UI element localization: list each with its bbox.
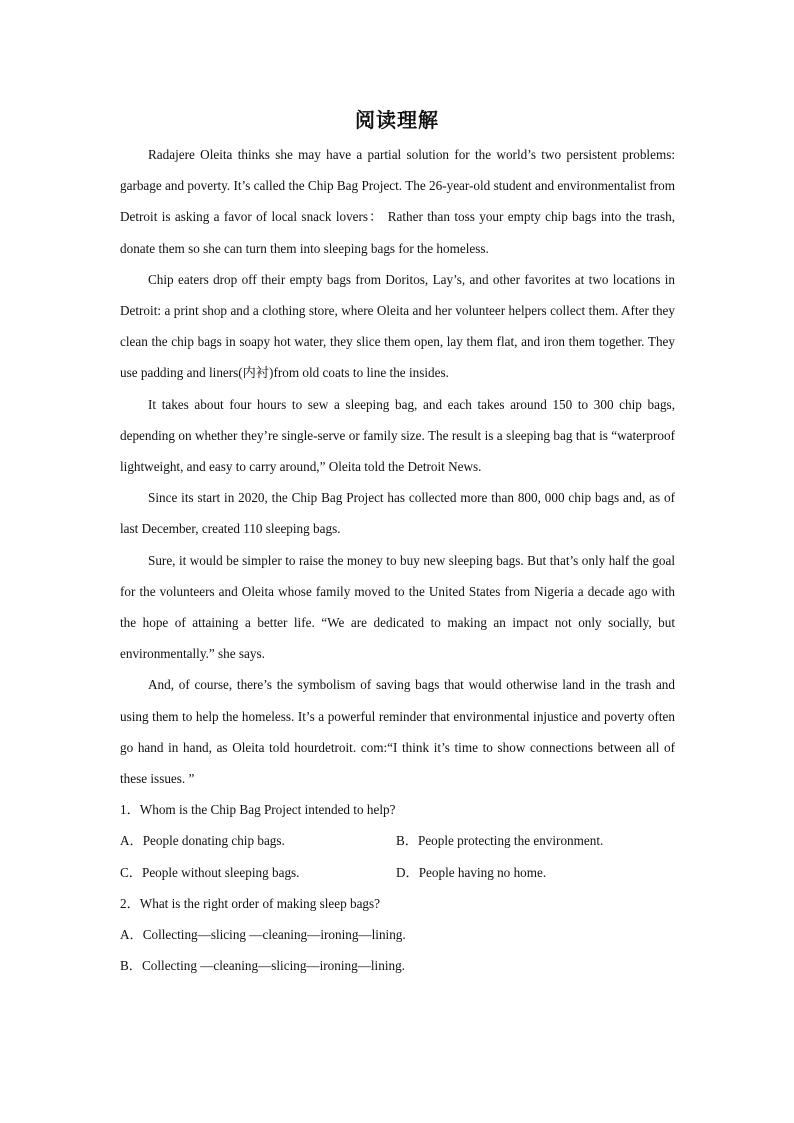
- passage-paragraph-1: Radajere Oleita thinks she may have a partial solution for the world’s two persistent problems: garbage and poverty. It’s called the Chip Bag Project. The 26-year-old student and environmentalist from Detroit is asking a favor of local snack lovers： Rather than toss your empty chip bags into the trash, donate them so she can turn them into sleeping bags for the homeless.: [120, 147, 675, 256]
- question-2-stem: 2．What is the right order of making sleep bags?: [120, 895, 381, 911]
- passage-paragraph-5: Sure, it would be simpler to raise the money to buy new sleeping bags. But that’s only half the goal for the volunteers and Oleita whose family moved to the United States from Nigeria a decade ago with the hope of attaining a better life. “We are dedicated to making an impact not only socially, but environmentally.” she says.: [120, 552, 675, 662]
- question-1-option-c: C．People without sleeping bags.: [120, 864, 300, 880]
- question-1-option-d: D．People having no home.: [396, 864, 547, 880]
- question-1-option-b: B．People protecting the environment.: [396, 833, 604, 849]
- question-1-options-row-2: [120, 857, 675, 888]
- passage-paragraph-3: It takes about four hours to sew a sleeping bag, and each takes around 150 to 300 chip bags, depending on whether they’re single-serve or family size. The result is a sleeping bag that is “waterproof lightweight, and easy to carry around,” Oleita told the Detroit News.: [120, 396, 675, 475]
- question-1-option-a: A．People donating chip bags.: [120, 833, 285, 849]
- passage-paragraph-6: And, of course, there’s the symbolism of saving bags that would otherwise land in the trash and using them to help the homeless. It’s a powerful reminder that environmental injustice and poverty often go hand in hand, as Oleita told hourdetroit. com:“I think it’s time to show connections between all of these issues. ”: [120, 677, 675, 787]
- reading-content: [120, 139, 675, 981]
- passage-paragraph-4: Since its start in 2020, the Chip Bag Project has collected more than 800, 000 chip bags and, as of last December, created 110 sleeping bags.: [120, 490, 675, 537]
- passage-paragraph-2: Chip eaters drop off their empty bags from Doritos, Lay’s, and other favorites at two locations in Detroit: a print shop and a clothing store, where Oleita and her volunteer helpers collect them. After they clean the chip bags in soapy hot water, they slice them open, lay them flat, and iron them together. They use padding and liners(内衬)from old coats to line the insides.: [120, 271, 675, 381]
- question-2-option-a: A．Collecting—slicing —cleaning—ironing—lining.: [120, 927, 406, 943]
- page-title: 阅读理解: [355, 108, 439, 132]
- question-1-options-row-1: [120, 825, 675, 856]
- question-2-option-b: B．Collecting —cleaning—slicing—ironing—lining.: [120, 958, 405, 974]
- question-1-stem: 1．Whom is the Chip Bag Project intended to help?: [120, 802, 396, 818]
